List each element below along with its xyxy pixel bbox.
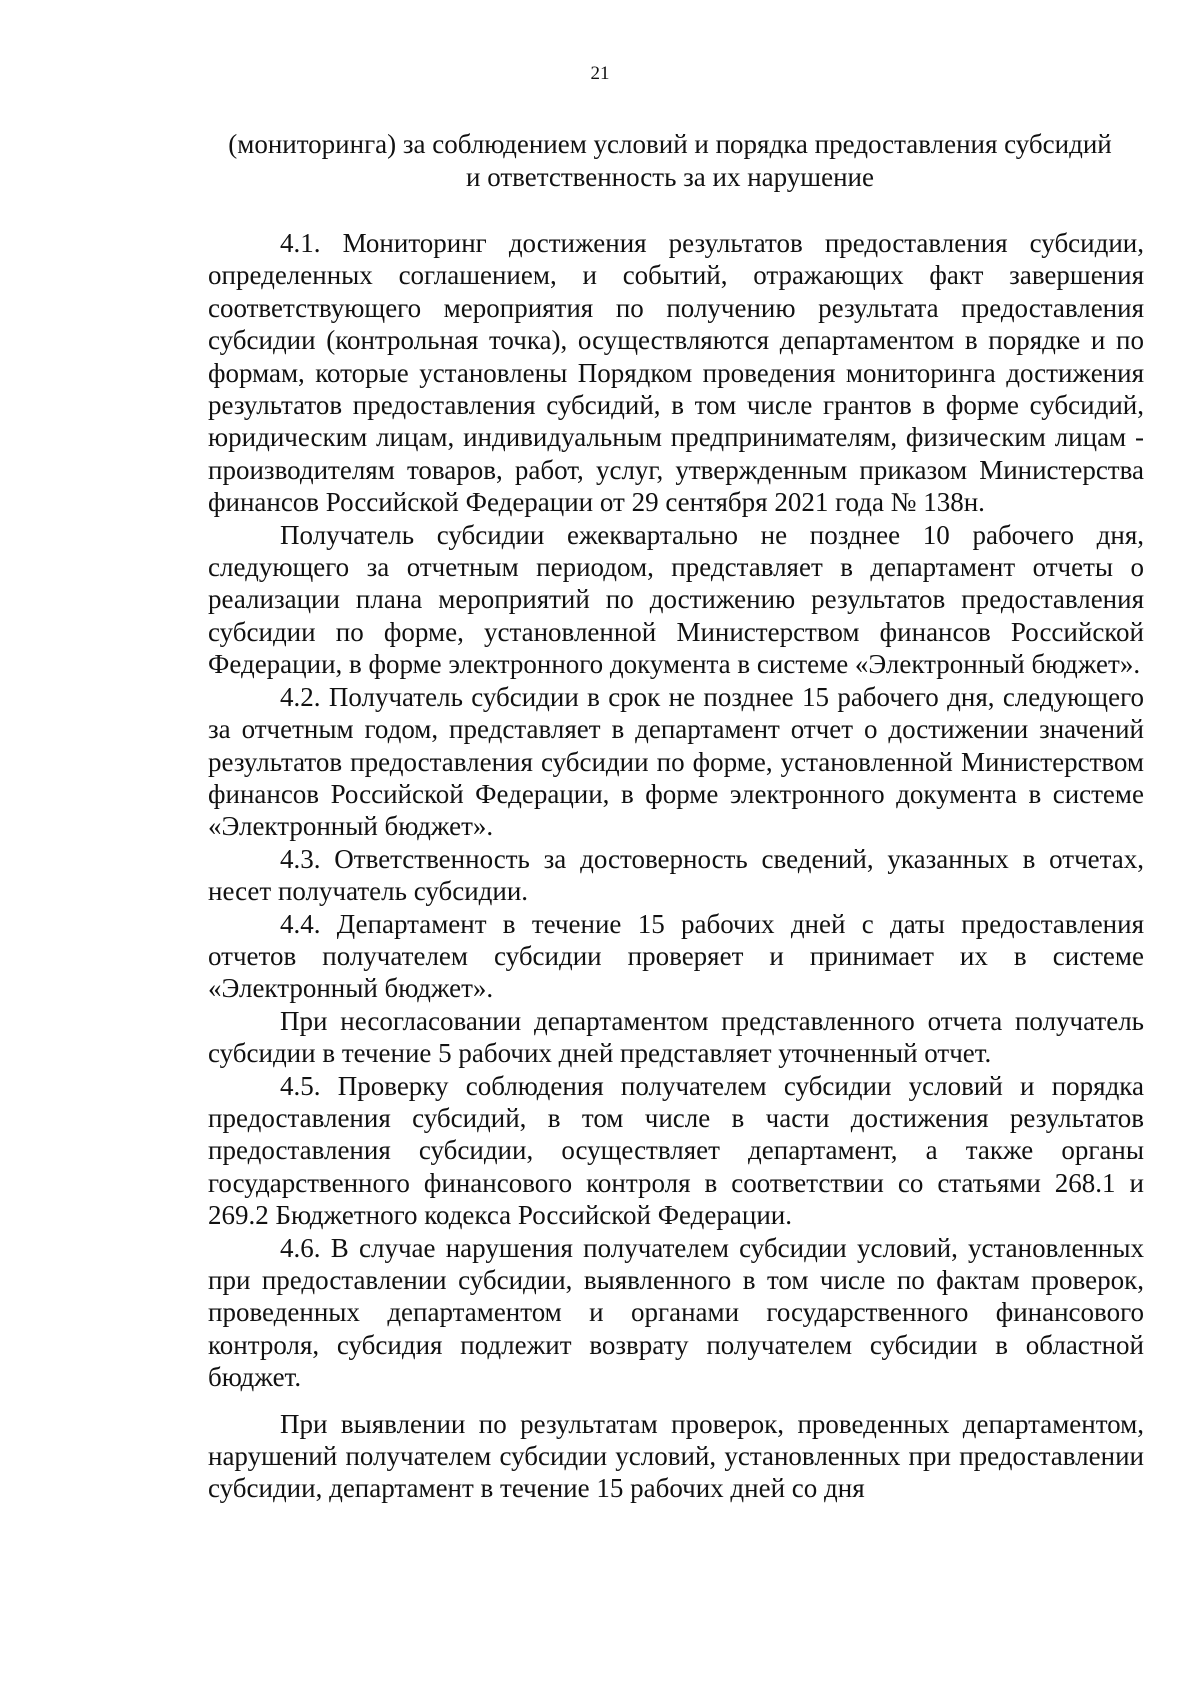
paragraph-4-4: 4.4. Департамент в течение 15 рабочих дней с даты предоставления отчетов получателем субсидии проверяет и принимает их в системе «Электронный бюджет». [208, 908, 1144, 1004]
page-number: 21 [590, 63, 610, 84]
paragraph-disagreement: При несогласовании департаментом представленного отчета получатель субсидии в течение 5 рабочих дней представляет уточненный отчет. [208, 1005, 1144, 1069]
paragraph-4-3: 4.3. Ответственность за достоверность сведений, указанных в отчетах, несет получатель субсидии. [208, 843, 1144, 907]
paragraph-4-6: 4.6. В случае нарушения получателем субсидии условий, установленных при предоставлении субсидии, выявленного в том числе по фактам проверок, проведенных департаментом и органами государственного финансового контроля, субсидия подлежит возврату получателем субсидии в областной бюджет. [208, 1232, 1144, 1393]
paragraph-4-2: 4.2. Получатель субсидии в срок не позднее 15 рабочего дня, следующего за отчетным годом, представляет в департамент отчет о достижении значений результатов предоставления субсидии по форме, установленной Министерством финансов Российской Федерации, в форме электронного документа в системе «Электронный бюджет». [208, 681, 1144, 842]
paragraph-4-1: 4.1. Мониторинг достижения результатов предоставления субсидии, определенных соглашением, и событий, отражающих факт завершения соответствующего мероприятия по получению результата предоставления субсидии (контрольная точка), осуществляются департаментом в порядке и по формам, которые установлены Порядком проведения мониторинга достижения результатов предоставления субсидий, в том числе грантов в форме субсидий, юридическим лицам, индивидуальным предпринимателям, физическим лицам - производителям товаров, работ, услуг, утвержденным приказом Министерства финансов Российской Федерации от 29 сентября 2021 года № 138н. [208, 228, 1144, 518]
section-heading [200, 128, 1140, 194]
paragraph-recipient-quarterly-report: Получатель субсидии ежеквартально не позднее 10 рабочего дня, следующего за отчетным периодом, представляет в департамент отчеты о реализации плана мероприятий по достижению результатов предоставления субсидии по форме, установленной Министерством финансов Российской Федерации, в форме электронного документа в системе «Электронный бюджет». [208, 519, 1144, 680]
section-heading-line-2: и ответственность за их нарушение [466, 162, 874, 192]
paragraph-violation-detection: При выявлении по результатам проверок, проведенных департаментом, нарушений получателем субсидии условий, установленных при предоставлении субсидии, департамент в течение 15 рабочих дней со дня [208, 1408, 1144, 1504]
document-body [208, 227, 1144, 1505]
section-heading-line-1: (мониторинга) за соблюдением условий и порядка предоставления субсидий [228, 129, 1112, 159]
paragraph-4-5: 4.5. Проверку соблюдения получателем субсидии условий и порядка предоставления субсидий, в том числе в части достижения результатов предоставления субсидии, осуществляет департамент, а также органы государственного финансового контроля в соответствии со статьями 268.1 и 269.2 Бюджетного кодекса Российской Федерации. [208, 1070, 1144, 1231]
